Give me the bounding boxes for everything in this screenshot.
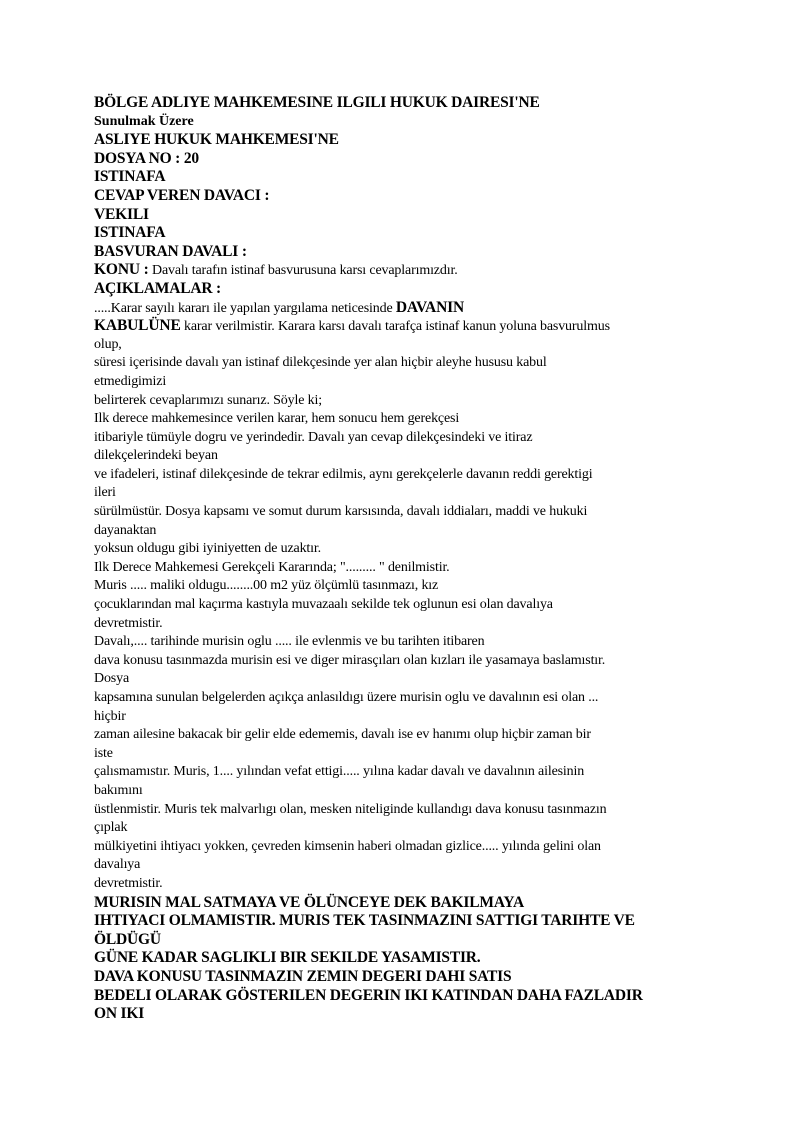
body-line: dava konusu tasınmazda murisin esi ve diger mirasçıları olan kızları ile yasamaya baslamıstır. [94,652,606,668]
body-line: ve ifadeleri, istinaf dilekçesinde de tekrar edilmis, aynı gerekçelerle davanın reddi gerektigi [94,466,593,482]
explanations-heading: AÇIKLAMALAR : [94,279,221,297]
appeal-heading: ISTINAFA [94,168,166,186]
body-line: yoksun oldugu gibi iyiniyetten de uzaktır. [94,541,322,557]
body-line: Ilk derece mahkemesince verilen karar, hem sonucu hem gerekçesi [94,411,460,427]
applicant-label: BASVURAN DAVALI : [94,242,247,260]
emphasis-line: ÖLDÜGÜ [94,930,161,948]
body-line: üstlenmistir. Muris tek malvarlıgı olan, mesken niteliginde kullandıgı dava konusu tasınmazın [94,801,607,817]
body-line: hiçbir [94,708,126,724]
bold-phrase: DAVANIN [395,298,465,316]
emphasis-line: BEDELI OLARAK GÖSTERILEN DEGERIN IKI KATINDAN DAHA FAZLADIR [94,986,643,1004]
body-line: Ilk Derece Mahkemesi Gerekçeli Kararında; "......... " denilmistir. [94,559,450,575]
body-text: .....Karar sayılı kararı ile yapılan yargılama neticesinde [94,300,396,316]
body-line: itibariyle tümüyle dogru ve yerindedir. Davalı yan cevap dilekçesindeki ve itiraz [94,429,533,445]
body-line [94,317,704,336]
court-heading: BÖLGE ADLIYE MAHKEMESINE ILGILI HUKUK DAIRESI'NE [94,94,540,111]
body-text: karar verilmistir. Karara karsı davalı tarafça istinaf kanun yoluna basvurulmus [180,319,610,335]
file-number: DOSYA NO : 20 [94,149,199,167]
body-line: Davalı,.... tarihinde murisin oglu ..... ile evlenmis ve bu tarihten itibaren [94,634,485,650]
subject-line [94,261,704,280]
body-line: süresi içerisinde davalı yan istinaf dilekçesinde yer alan hiçbir aleyhe hususu kabul [94,355,547,371]
body-line: kapsamına sunulan belgelerden açıkça anlasıldıgı üzere murisin oglu ve davalının esi olan ... [94,690,599,705]
body-line: ileri [94,485,116,501]
body-line: çocuklarından mal kaçırma kastıyla muvazaalı sekilde tek oglunun esi olan davalıya [94,597,553,613]
body-line: dayanaktan [94,522,157,538]
emphasis-line: GÜNE KADAR SAGLIKLI BIR SEKILDE YASAMISTIR. [94,949,481,967]
emphasis-line: DAVA KONUSU TASINMAZIN ZEMIN DEGERI DAHI SATIS [94,967,512,985]
body-line: Muris ..... maliki oldugu........00 m2 yüz ölçümlü tasınmazı, kız [94,578,439,594]
document-page [94,94,704,1024]
emphasis-line: MURISIN MAL SATMAYA VE ÖLÜNCEYE DEK BAKILMAYA [94,893,524,911]
body-line: devretmistir. [94,875,163,891]
emphasis-line: IHTIYACI OLMAMISTIR. MURIS TEK TASINMAZINI SATTIGI TARIHTE VE [94,912,635,930]
body-line: Dosya [94,671,130,687]
body-line: çıplak [94,820,128,836]
attorney-label: VEKILI [94,205,149,223]
body-line: iste [94,745,113,761]
body-line: bakımını [94,782,143,798]
appeal-heading-2: ISTINAFA [94,224,166,242]
body-line: davalıya [94,857,141,873]
subject-text: Davalı tarafın istinaf basvurusuna karsı cevaplarımızdır. [148,263,458,279]
body-line: sürülmüstür. Dosya kapsamı ve somut durum karsısında, davalı iddiaları, maddi ve hukuki [94,504,588,520]
body-line [94,299,704,318]
body-line: belirterek cevaplarımızı sunarız. Söyle ki; [94,392,322,408]
body-line: mülkiyetini ihtiyacı yokken, çevreden kimsenin haberi olmadan gizlice..... yılında gelini olan [94,838,601,854]
body-line: çalısmamıstır. Muris, 1.... yılından vefat ettigi..... yılına kadar davalı ve davalının ailesinin [94,764,585,780]
body-line: dilekçelerindeki beyan [94,448,218,464]
bold-phrase: KABULÜNE [94,317,181,335]
respondent-label: CEVAP VEREN DAVACI : [94,186,270,204]
subject-label: KONU : [94,261,149,279]
body-line: devretmistir. [94,615,163,631]
lower-court-heading: ASLIYE HUKUK MAHKEMESI'NE [94,131,339,149]
body-line: etmedigimizi [94,373,167,389]
emphasis-line: ON IKI [94,1005,145,1023]
body-line: olup, [94,336,122,352]
submitted-via: Sunulmak Üzere [94,113,194,129]
body-line: zaman ailesine bakacak bir gelir elde edememis, davalı ise ev hanımı olup hiçbir zaman bir [94,727,591,743]
